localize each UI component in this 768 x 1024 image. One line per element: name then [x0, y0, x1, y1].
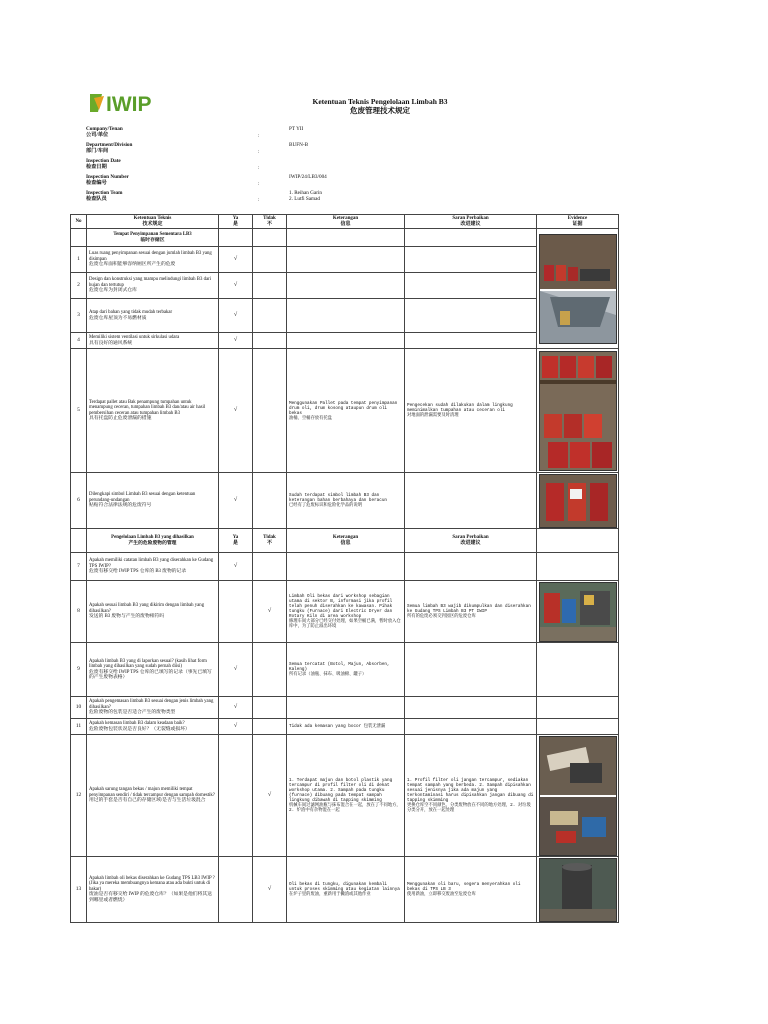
- header-no: No: [71, 215, 87, 229]
- evidence-row-6: [537, 473, 619, 529]
- row-7: 7 Apakah memiliki catatan limbah B3 yang diserahkan ke Gudang TPS IWIP? 危废有移交给 IWIP TPS 仓库的 B3 废物的记录 √: [71, 553, 619, 581]
- info-department: Department/Division 部门/车间 : BUFN-B: [86, 142, 309, 155]
- title-zh: 危废管理技术规定: [350, 106, 410, 115]
- document-title: [230, 97, 530, 115]
- row-9: 9 Apakah limbah B3 yang di laporkan sesuai? (kasih lihat form limbah yang dihasilkan yang sudah pernah diisi) 危废有移交给 IWIP TPS 仓库的已填写的记录（事先已填写的产生废物表格） √ Semua tercatat (Botol, Majun, Absorben, Kaleng) 所有记录（油瓶、抹布、吸油棉、罐子）: [71, 643, 619, 697]
- warehouse-photo: [539, 234, 617, 344]
- evidence-row-13: [537, 857, 619, 923]
- row-1: 1 Luas ruang penyimpanan sesuai dengan jumlah limbah B3 yang disimpan 危废仓库面积能够容纳厕区所产生的危废 √: [71, 247, 619, 273]
- info-number: Inspection Number 检查编号 : IWIP/24/LB3/004: [86, 174, 327, 187]
- logo-text: IWIP: [106, 93, 152, 116]
- evidence-storage: [537, 229, 619, 349]
- header-ya: Ya 是: [219, 215, 253, 229]
- iwip-logo: [88, 90, 176, 116]
- header-saran: Saran Perbaikan 改进建议: [405, 215, 537, 229]
- row-5: 5 Terdapat pallet atau Bak penampung tumpahan untuk menampung ceceran, tumpahan limbah B3 dan/atau air hasil pembersihan ceceran atau tumpahan limbah B3 具有托盘防止危废泄漏的措施 √ Menggunakan Pallet pada tempat penyimpanan drum oli, drum kosong ataupun drum oli bekas 油桶、空桶存放有托盘 Pengecekan sudah dilakukan dalam lingkung meminimalkan tumpahan atau ceceran oli 对地面的泄漏需要及时清理: [71, 349, 619, 473]
- info-company: Company/Tenan 公司/单位 : PT YII: [86, 126, 304, 139]
- header-evidence: Evidence 证据: [537, 215, 619, 229]
- row-10: 10 Apakah pengemasan limbah B3 sesuai dengan jenis limbah yang dihasilkan? 危险废物的包装是否适合产生的废物类型 √: [71, 697, 619, 719]
- row-12: 12 Apakah sarung tangan bekas / majun memiliki tempat penyimpanan sendiri / tidak tercampur dengan sampah domestik? 用过的手套是否有自己的存储区域/是否与生活垃圾混合 √ 1. Terdapat majun dan botol plastik yang tercampur di profil filter oli di dekat workshop utama. 2. Sampah pada tungku (furnace) dibuang pada tempat sampah lingkung dibawah di tapping skimming 机械车间过滤网油瓶与抹布混合在一起，放在了不同地方，2. 炉渣中有杂物混在一起 1. Profil filter oli jangan tercampur, sediakan tempat sampah yang berbeda. 2. Sampah dipisahkan sesuai jenisnya jika ada majun yang terkontaminasi harus dipisahkan jangan dibuang di tapping skimming 更换仓库空不同颜色，分类废物放在不同的地方处理，2. 对垃圾分类分开，放在一起处理: [71, 735, 619, 857]
- row-2: 2 Design dan konstruksi yang mampu melindungi limbah B3 dari hujan dan tertutup 危废仓库为封闭式仓库 √: [71, 273, 619, 299]
- header-ketentuan: Ketentuan Teknis 技术规定: [87, 215, 219, 229]
- oil-drum-photo: [539, 858, 617, 922]
- mixed-waste-photo: [539, 736, 617, 856]
- row-6: 6 Dilengkapi simbol Limbah B3 sesuai dengan ketentuan perundang-undangan 贴贴符合法律法规的危废符号 √ Sudah terdapat simbol limbah B3 dan keterangan bahan berbahaya dan beracun 已经有了危废标识和危险化学品的说明: [71, 473, 619, 529]
- evidence-row-8: [537, 581, 619, 643]
- info-date: Inspection Date 检查日期 :: [86, 158, 260, 171]
- row-4: 4 Memiliki sistem ventilasi untuk sirkulasi udara 具有良好的通风系统 √: [71, 333, 619, 349]
- info-team: Inspection Team 检查队员 : 1. Reihan Garin 2. Lutfi Samad: [86, 190, 322, 203]
- symbol-photo: [539, 474, 617, 528]
- evidence-row-5: [537, 349, 619, 473]
- drums-photo: [539, 351, 617, 471]
- inspection-table: [70, 214, 619, 923]
- evidence-row-12: [537, 735, 619, 857]
- header-tidak: Tidak 不: [253, 215, 287, 229]
- row-3: 3 Atap dari bahan yang tidak mudah terbakar 危废仓库屋顶为不易燃材质 √: [71, 299, 619, 333]
- row-11: 11 Apakah kemasan limbah B3 dalam keadaan baik? 危险废物包装状况是否良好？（无裂缝或损坏） √ Tidak ada kemasan yang bocor 包装无泄漏: [71, 719, 619, 735]
- inspection-info: [86, 126, 486, 206]
- workshop-photo: [539, 582, 617, 642]
- row-13: 13 Apakah limbah oli bekas diserahkan ke Gudang TPS LB3 IWIP ? (Jika ya mereka membuangnya kemana atau ada bukti untuk di bakar) 废油是否有移交给 IWIP 的危废仓库？（如果是他们将其送到哪里或者燃烧） √ Oli bekas di tungku, digunakan kembali untuk proses skimming atau kegiatan lainnya 在炉子里的废油，重新用于撇渣或其他作业 Menggunakan oli baru, segera menyerahkan oli bekas di TPS LB 3 使用新油，立即移交废油至危废仓库: [71, 857, 619, 923]
- row-8: 8 Apakah sesuai limbah B3 yang dikirim dengan limbah yang dihasilkan? 发送的 B3 废物与产生的废物相符吗 √ Limbah Oli bekas dari workshop sebagian utama di sektor B, informasi jika profil telah penuh diserahkan ke kawasan. Pihak tungku (Furnace) dari Electric Dryer dan Rotary Kiln di area workshop 修理车间大部分已经交付处理，如果空桶已满，暂时放入仓库中，为了防止溢出环境 Semua limbah B3 wajib dikumpulkan dan diserahkan ke Gudang TPS Limbah B3 PT IWIP 所有的危废必须交到园区的危废仓库: [71, 581, 619, 643]
- header-row: [71, 215, 619, 229]
- title-id: Ketentuan Teknis Pengelolaan Limbah B3: [312, 97, 448, 106]
- section-storage: Tempat Penyimpanan Sementara LB3 临时存储区: [71, 229, 619, 247]
- section-management: Pengelolaan Limbah B3 yang dihasilkan 产生的危险废物的管理 Ya 是 Tidak 不 Keterangan 信息 Saran Perbaikan 改进建议: [71, 529, 619, 553]
- header-keterangan: Keterangan 信息: [287, 215, 405, 229]
